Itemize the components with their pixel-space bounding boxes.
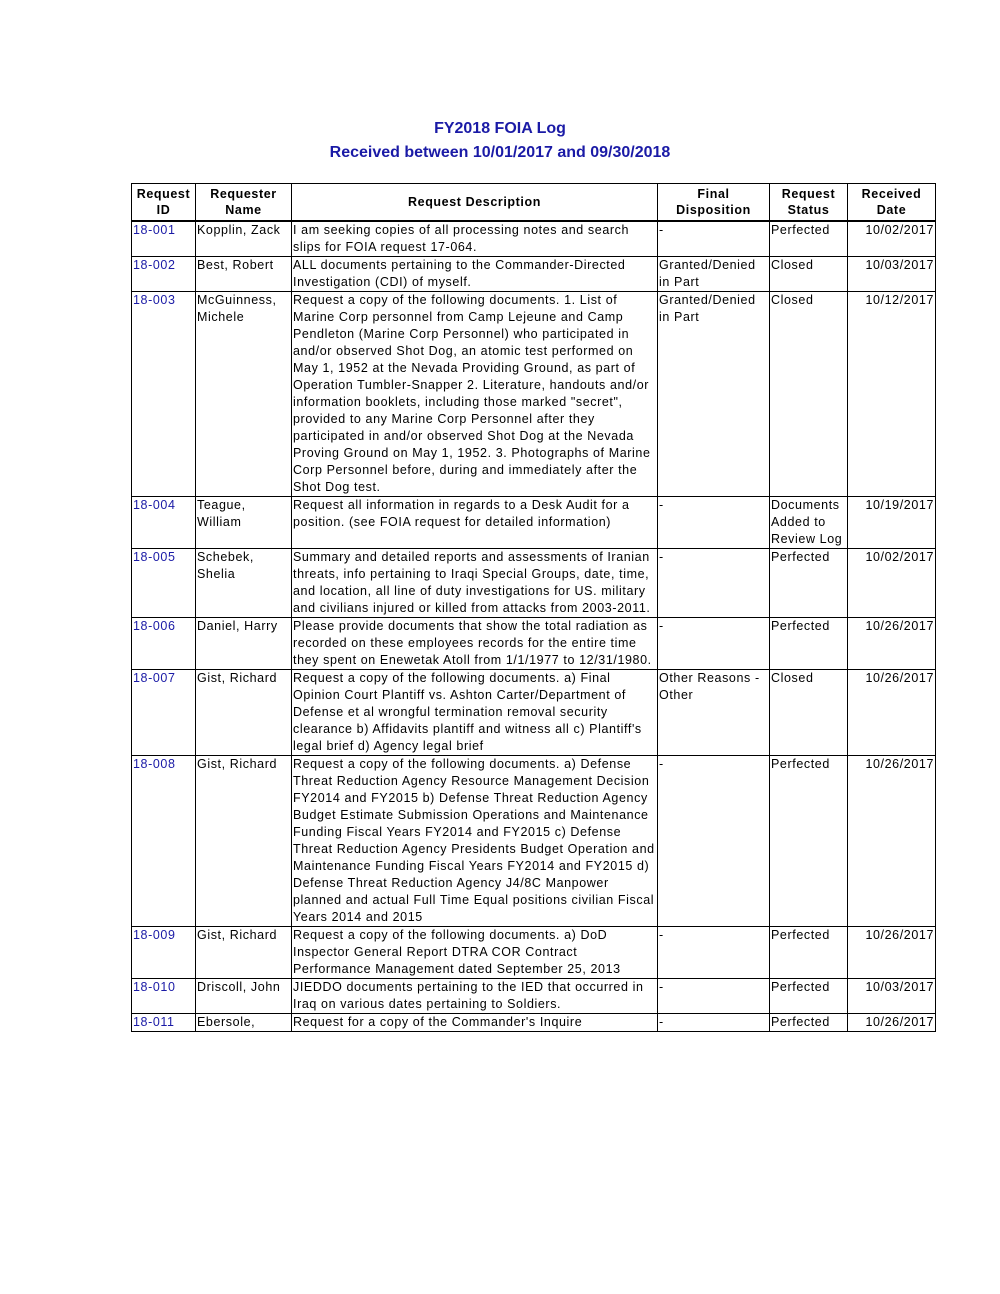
request-status-cell: Documents Added to Review Log	[770, 497, 848, 549]
request-id-cell: 18-009	[132, 927, 196, 979]
table-row	[132, 756, 936, 927]
table-row	[132, 292, 936, 497]
table-row	[132, 927, 936, 979]
final-disposition-cell: Granted/Denied in Part	[658, 257, 770, 292]
column-header-final-disposition: Final Disposition	[658, 184, 770, 222]
request-id-cell: 18-005	[132, 549, 196, 618]
received-date-cell: 10/02/2017	[848, 221, 936, 257]
requester-name-cell: Ebersole,	[196, 1014, 292, 1032]
requester-name-cell: Teague, William	[196, 497, 292, 549]
table-row	[132, 618, 936, 670]
request-id-cell: 18-006	[132, 618, 196, 670]
final-disposition-cell: -	[658, 1014, 770, 1032]
requester-name-cell: McGuinness, Michele	[196, 292, 292, 497]
final-disposition-cell: -	[658, 979, 770, 1014]
request-status-cell: Perfected	[770, 1014, 848, 1032]
request-description-cell: Request a copy of the following documents. a) Final Opinion Court Plantiff vs. Ashton Carter/Department of Defense et al wrongful termination removal security clearance b) Affidavits plantiff and witness all c) Plantiff's legal brief d) Agency legal brief	[292, 670, 658, 756]
request-description-cell: I am seeking copies of all processing notes and search slips for FOIA request 17-064.	[292, 221, 658, 257]
column-header-request-status: Request Status	[770, 184, 848, 222]
request-description-cell: Summary and detailed reports and assessments of Iranian threats, info pertaining to Iraqi Special Groups, date, time, and location, all line of duty investigations for US. military and civilians injured or killed from attacks from 2003-2011.	[292, 549, 658, 618]
table-body	[132, 221, 936, 1032]
received-date-cell: 10/03/2017	[848, 257, 936, 292]
column-header-received-date: Received Date	[848, 184, 936, 222]
request-description-cell: Request all information in regards to a Desk Audit for a position. (see FOIA request for detailed information)	[292, 497, 658, 549]
final-disposition-cell: -	[658, 549, 770, 618]
column-header-request-description: Request Description	[292, 184, 658, 222]
final-disposition-cell: -	[658, 221, 770, 257]
request-id-cell: 18-001	[132, 221, 196, 257]
request-description-cell: Request a copy of the following documents. a) DoD Inspector General Report DTRA COR Contract Performance Management dated September 25, 2013	[292, 927, 658, 979]
table-row	[132, 221, 936, 257]
request-status-cell: Perfected	[770, 221, 848, 257]
received-date-cell: 10/26/2017	[848, 670, 936, 756]
column-header-requester-name: Requester Name	[196, 184, 292, 222]
received-date-cell: 10/12/2017	[848, 292, 936, 497]
request-description-cell: Please provide documents that show the total radiation as recorded on these employees records for the entire time they spent on Enewetak Atoll from 1/1/1977 to 12/31/1980.	[292, 618, 658, 670]
request-status-cell: Closed	[770, 670, 848, 756]
request-id-cell: 18-010	[132, 979, 196, 1014]
received-date-cell: 10/03/2017	[848, 979, 936, 1014]
requester-name-cell: Best, Robert	[196, 257, 292, 292]
table-row	[132, 497, 936, 549]
received-date-cell: 10/02/2017	[848, 549, 936, 618]
received-date-cell: 10/26/2017	[848, 756, 936, 927]
final-disposition-cell: Other Reasons - Other	[658, 670, 770, 756]
received-date-cell: 10/26/2017	[848, 618, 936, 670]
request-status-cell: Perfected	[770, 756, 848, 927]
requester-name-cell: Gist, Richard	[196, 756, 292, 927]
requester-name-cell: Kopplin, Zack	[196, 221, 292, 257]
table-row	[132, 549, 936, 618]
final-disposition-cell: Granted/Denied in Part	[658, 292, 770, 497]
final-disposition-cell: -	[658, 756, 770, 927]
request-description-cell: Request for a copy of the Commander's Inquire	[292, 1014, 658, 1032]
request-description-cell: JIEDDO documents pertaining to the IED that occurred in Iraq on various dates pertaining to Soldiers.	[292, 979, 658, 1014]
requester-name-cell: Gist, Richard	[196, 927, 292, 979]
table-row	[132, 1014, 936, 1032]
request-description-cell: ALL documents pertaining to the Commander-Directed Investigation (CDI) of myself.	[292, 257, 658, 292]
page-title: FY2018 FOIA Log	[434, 120, 566, 137]
requester-name-cell: Schebek, Shelia	[196, 549, 292, 618]
request-description-cell: Request a copy of the following documents. 1. List of Marine Corp personnel from Camp Lejeune and Camp Pendleton (Marine Corp Personnel) who participated in and/or observed Shot Dog, an atomic test performed on May 1, 1952 at the Nevada Providing Ground, as part of Operation Tumbler-Snapper 2. Literature, handouts and/or information booklets, including those marked "secret", provided to any Marine Corp Personnel after they participated in and/or observed Shot Dog at the Nevada Proving Ground on May 1, 1952. 3. Photographs of Marine Corp Personnel before, during and immediately after the Shot Dog test.	[292, 292, 658, 497]
request-status-cell: Perfected	[770, 927, 848, 979]
table-row	[132, 257, 936, 292]
request-status-cell: Closed	[770, 292, 848, 497]
request-id-cell: 18-008	[132, 756, 196, 927]
request-id-cell: 18-007	[132, 670, 196, 756]
received-date-cell: 10/19/2017	[848, 497, 936, 549]
received-date-cell: 10/26/2017	[848, 927, 936, 979]
final-disposition-cell: -	[658, 927, 770, 979]
request-status-cell: Perfected	[770, 618, 848, 670]
request-id-cell: 18-003	[132, 292, 196, 497]
request-status-cell: Perfected	[770, 979, 848, 1014]
requester-name-cell: Daniel, Harry	[196, 618, 292, 670]
request-id-cell: 18-011	[132, 1014, 196, 1032]
foia-log-table	[131, 183, 936, 1032]
table-row	[132, 979, 936, 1014]
final-disposition-cell: -	[658, 618, 770, 670]
received-date-cell: 10/26/2017	[848, 1014, 936, 1032]
final-disposition-cell: -	[658, 497, 770, 549]
requester-name-cell: Gist, Richard	[196, 670, 292, 756]
request-id-cell: 18-002	[132, 257, 196, 292]
table-header-row	[132, 184, 936, 222]
request-status-cell: Closed	[770, 257, 848, 292]
page-subtitle: Received between 10/01/2017 and 09/30/2018	[329, 144, 671, 161]
request-status-cell: Perfected	[770, 549, 848, 618]
request-id-cell: 18-004	[132, 497, 196, 549]
requester-name-cell: Driscoll, John	[196, 979, 292, 1014]
column-header-request-id: Request ID	[132, 184, 196, 222]
request-description-cell: Request a copy of the following documents. a) Defense Threat Reduction Agency Resource Management Decision FY2014 and FY2015 b) Defense Threat Reduction Agency Budget Estimate Submission Operations and Maintenance Funding Fiscal Years FY2014 and FY2015 c) Defense Threat Reduction Agency Presidents Budget Operation and Maintenance Funding Fiscal Years FY2014 and FY2015 d) Defense Threat Reduction Agency J4/8C Manpower planned and actual Full Time Equal positions civilian Fiscal Years 2014 and 2015	[292, 756, 658, 927]
table-row	[132, 670, 936, 756]
